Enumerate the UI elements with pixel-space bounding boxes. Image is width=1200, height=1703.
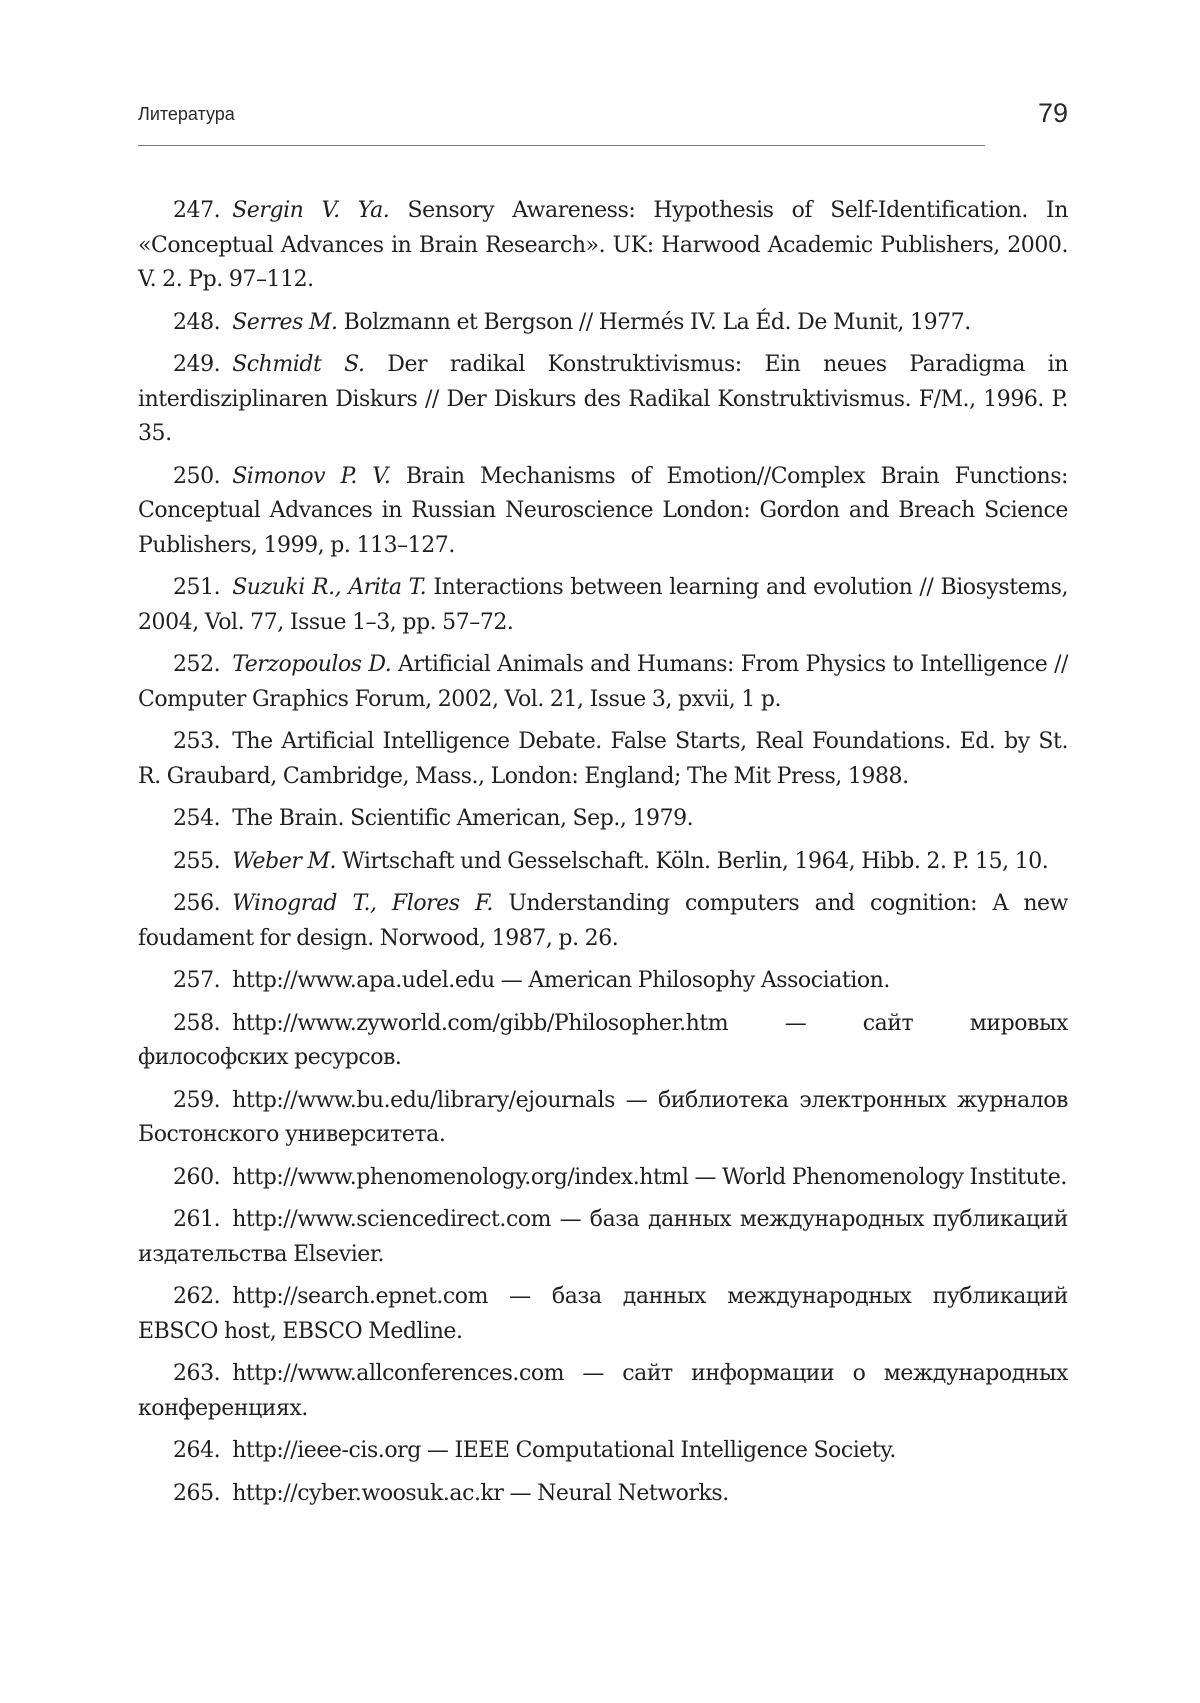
reference-item [138,1161,1068,1196]
reference-item [138,194,1068,298]
reference-text: http://www.apa.udel.edu — American Philosophy Association. [232,968,890,993]
reference-text: http://ieee-cis.org — IEEE Computational Intelligence Society. [232,1438,896,1463]
reference-number: 250. [173,464,220,489]
reference-text: http://www.zyworld.com/gibb/Philosopher.htm — сайт мировых философских ресурсов. [138,1011,1068,1071]
reference-item [138,1280,1068,1349]
reference-text: http://www.allconferences.com — сайт информации о международных конференциях. [138,1361,1068,1421]
reference-item [138,845,1068,880]
running-title: Литература [138,104,235,125]
reference-item [138,460,1068,564]
reference-item [138,1357,1068,1426]
reference-text: http://cyber.woosuk.ac.kr — Neural Networks. [232,1481,729,1506]
reference-item [138,887,1068,956]
reference-text: Brain Mechanisms of Emotion//Complex Brain Functions: Conceptual Advances in Russian Neuroscience London: Gordon and Breach Science Publishers, 1999, p. 113–127. [138,464,1068,558]
page-header [138,92,1068,148]
reference-item [138,1203,1068,1272]
reference-number: 248. [173,310,220,335]
reference-list [138,194,1068,1519]
reference-author: Weber M. [232,849,336,874]
reference-text: http://www.sciencedirect.com — база данных международных публикаций издательства Elsevier. [138,1207,1068,1267]
reference-number: 255. [173,849,220,874]
reference-item [138,306,1068,341]
reference-number: 261. [173,1207,220,1232]
reference-text: http://www.phenomenology.org/index.html — World Phenomenology Institute. [232,1165,1067,1190]
reference-author: Winograd T., Flores F. [232,891,493,916]
reference-item [138,1007,1068,1076]
reference-item [138,648,1068,717]
reference-author: Terzopoulos D. [232,652,391,677]
reference-text: Understanding computers and cognition: A new foudament for design. Norwood, 1987, p. 26. [138,891,1068,951]
reference-number: 249. [173,352,220,377]
reference-item [138,964,1068,999]
reference-text: Artificial Animals and Humans: From Physics to Intelligence // Computer Graphics Forum, 2002, Vol. 21, Issue 3, pxvii, 1 p. [138,652,1068,712]
reference-number: 265. [173,1481,220,1506]
reference-number: 256. [173,891,220,916]
reference-number: 260. [173,1165,220,1190]
reference-number: 263. [173,1361,220,1386]
reference-author: Suzuki R., Arita T. [232,575,426,600]
reference-number: 264. [173,1438,220,1463]
reference-number: 257. [173,968,220,993]
reference-item [138,1434,1068,1469]
reference-text: Wirtschaft und Gesselschaft. Köln. Berlin, 1964, Hibb. 2. P. 15, 10. [342,849,1048,874]
reference-text: The Brain. Scientific American, Sep., 1979. [232,806,693,831]
reference-text: Sensory Awareness: Hypothesis of Self-Identification. In «Conceptual Advances in Brain Research». UK: Harwood Academic Publishers, 2000. V. 2. Pp. 97–112. [138,198,1068,292]
reference-author: Schmidt S. [232,352,364,377]
reference-number: 259. [173,1088,220,1113]
reference-text: http://www.bu.edu/library/ejournals — библиотека электронных журналов Бостонского университета. [138,1088,1068,1148]
reference-item [138,571,1068,640]
reference-author: Serres M. [232,310,337,335]
reference-text: The Artificial Intelligence Debate. False Starts, Real Foundations. Ed. by St. R. Graubard, Cambridge, Mass., London: England; The Mit Press, 1988. [138,729,1068,789]
reference-item [138,802,1068,837]
page-number: 79 [1038,98,1068,129]
header-divider [138,145,985,146]
reference-number: 251. [173,575,220,600]
reference-author: Simonov P. V. [232,464,390,489]
reference-author: Sergin V. Ya. [232,198,389,223]
reference-number: 252. [173,652,220,677]
reference-number: 262. [173,1284,220,1309]
reference-text: Interactions between learning and evolution // Biosystems, 2004, Vol. 77, Issue 1–3, pp. 57–72. [138,575,1068,635]
reference-number: 253. [173,729,220,754]
reference-item [138,1084,1068,1153]
reference-number: 254. [173,806,220,831]
reference-text: Der radikal Konstruktivismus: Ein neues Paradigma in interdisziplinaren Diskurs // Der Diskurs des Radikal Konstruktivismus. F/M., 1996. P. 35. [138,352,1068,446]
reference-text: http://search.epnet.com — база данных международных публикаций EBSCO host, EBSCO Medline. [138,1284,1068,1344]
reference-item [138,348,1068,452]
reference-item [138,725,1068,794]
reference-item [138,1477,1068,1512]
reference-number: 258. [173,1011,220,1036]
reference-number: 247. [173,198,220,223]
reference-text: Bolzmann et Bergson // Hermés IV. La Éd. De Munit, 1977. [344,310,971,335]
